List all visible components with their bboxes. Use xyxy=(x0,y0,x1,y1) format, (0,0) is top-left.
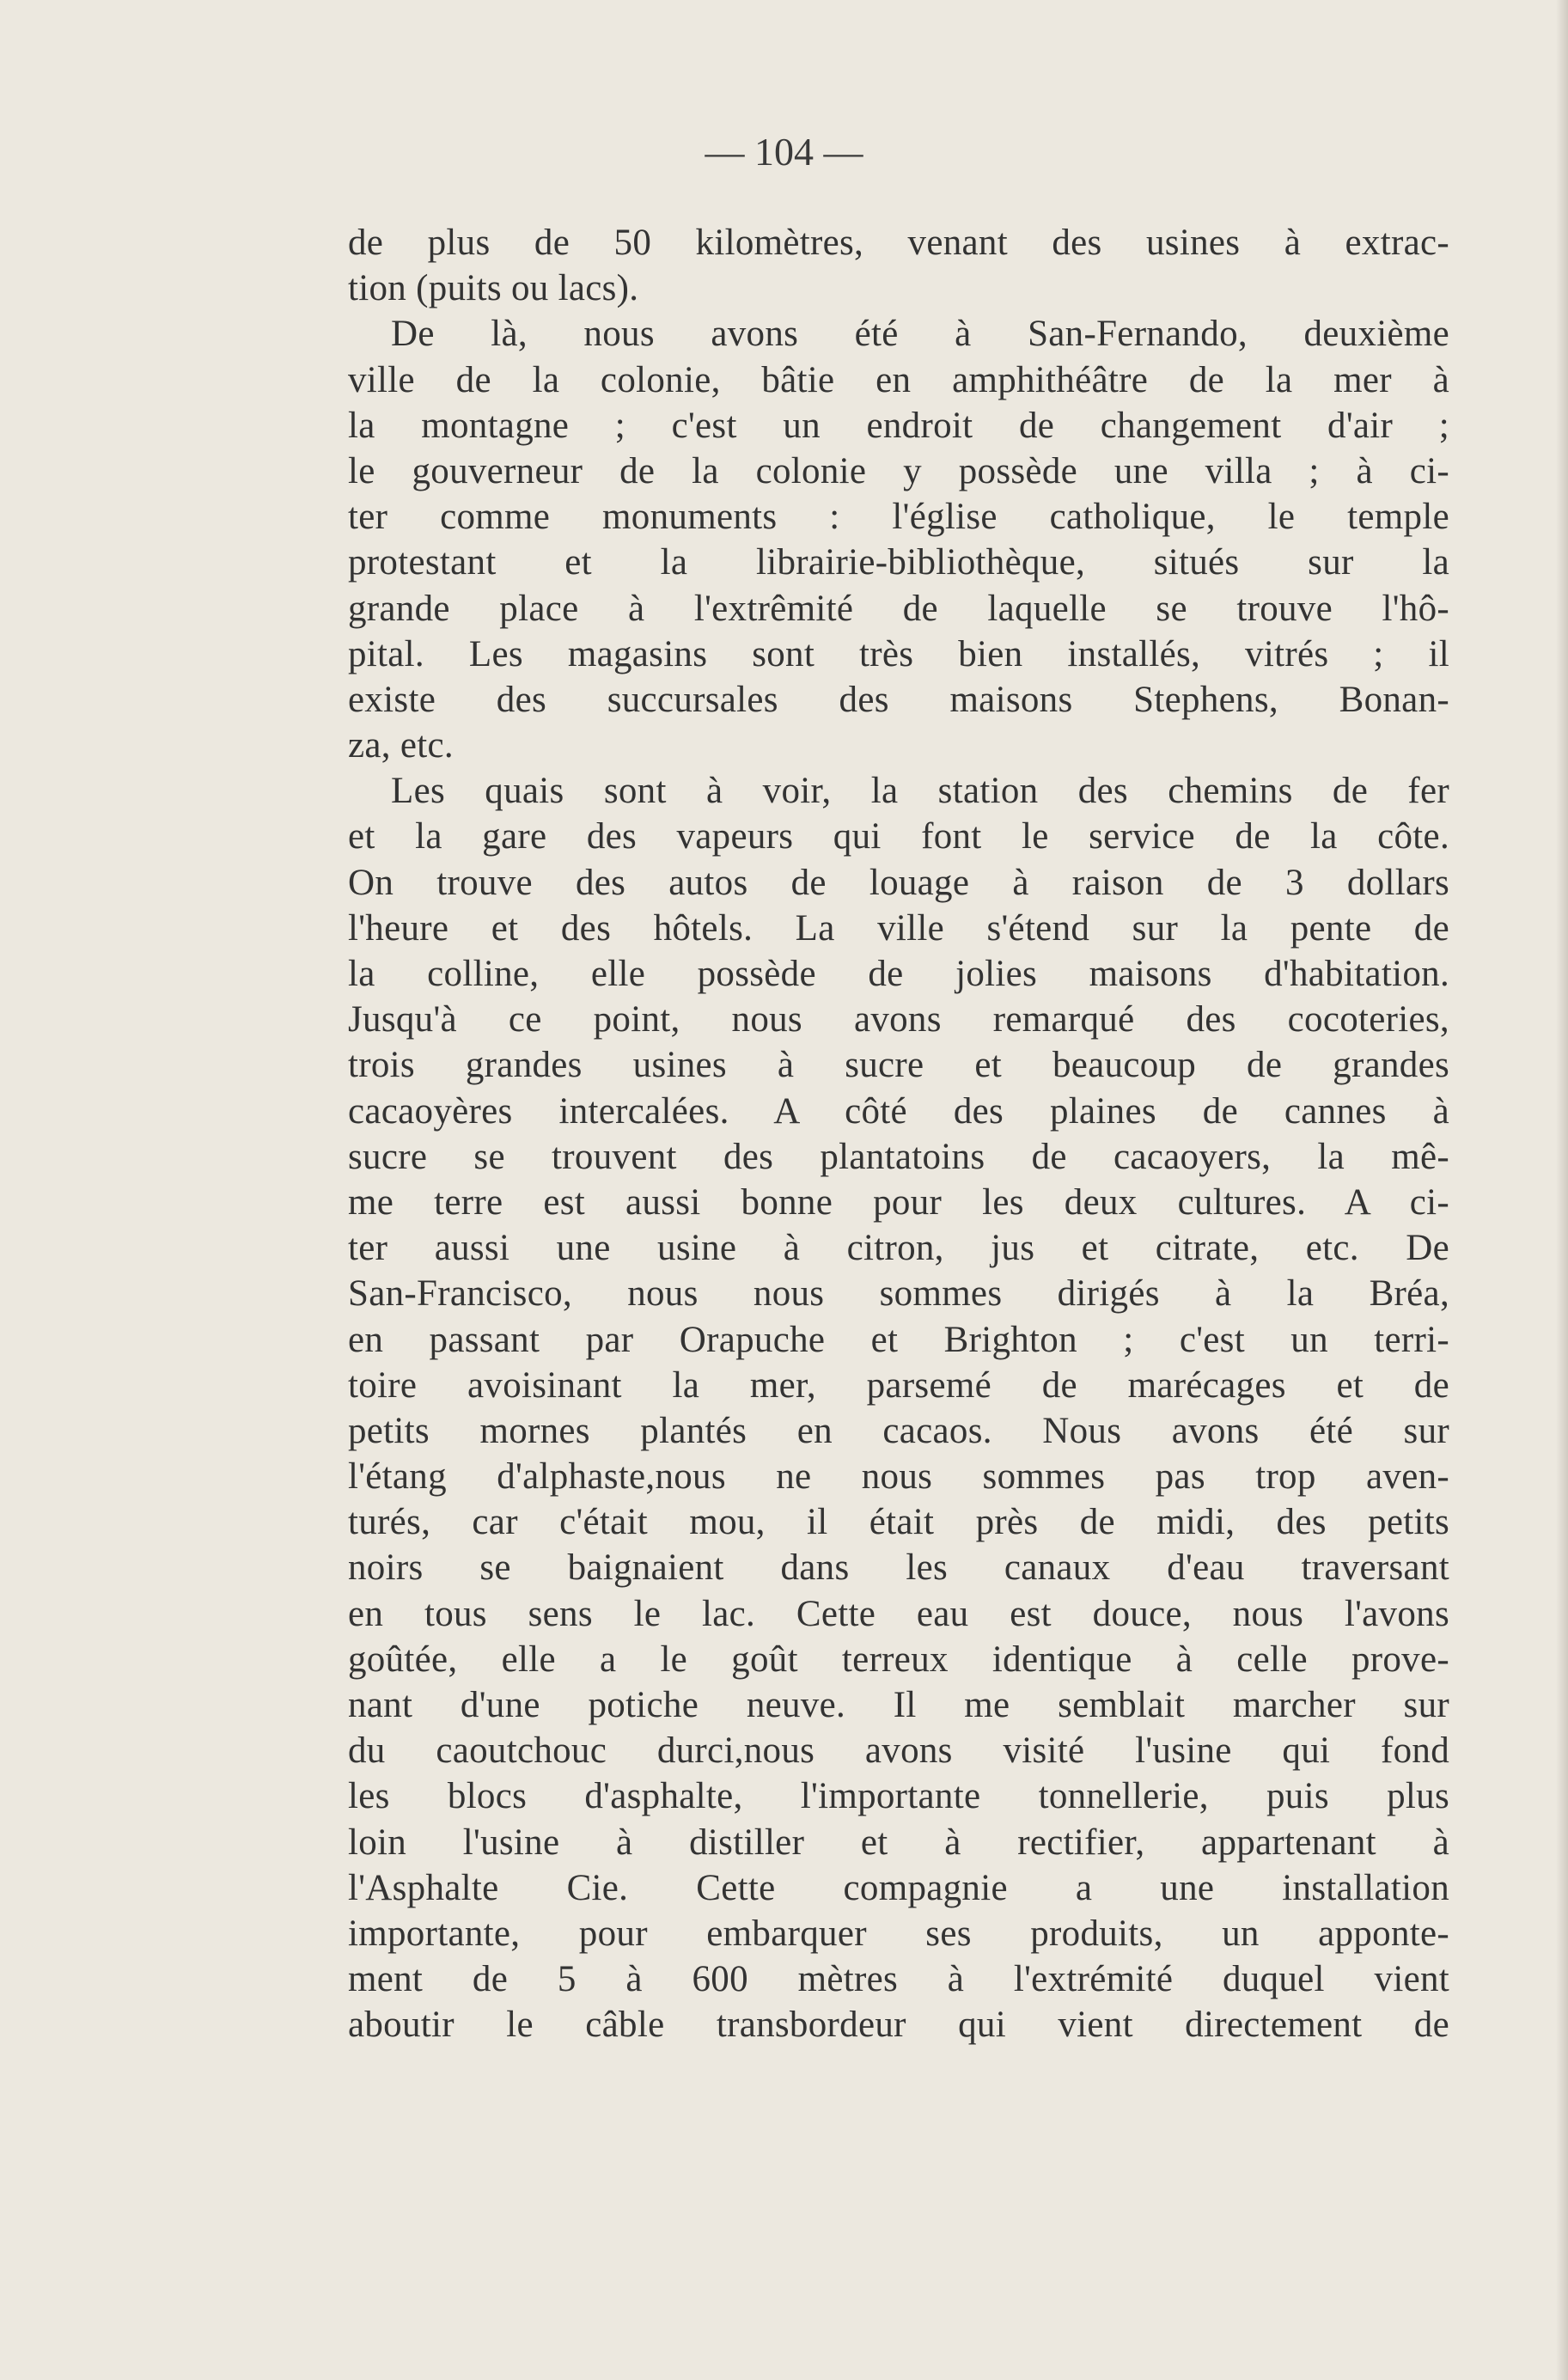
text-line: trois grandes usines à sucre et beaucoup de grandes xyxy=(348,1045,1449,1086)
text-line: Les quais sont à voir, la station des chemins de fer xyxy=(391,771,1449,812)
text-line: en tous sens le lac. Cette eau est douce, nous l'avons xyxy=(348,1593,1449,1634)
text-line: goûtée, elle a le goût terreux identique à celle prove- xyxy=(348,1639,1449,1680)
text-line: du caoutchouc durci,nous avons visité l'usine qui fond xyxy=(348,1730,1449,1772)
text-line: cacaoyères intercalées. A côté des plaines de cannes à xyxy=(348,1090,1449,1132)
text-line: petits mornes plantés en cacaos. Nous avons été sur xyxy=(348,1410,1449,1451)
text-line: turés, car c'était mou, il était près de midi, des petits xyxy=(348,1502,1449,1543)
text-line: On trouve des autos de louage à raison de 3 dollars xyxy=(348,862,1449,903)
text-line: za, etc. xyxy=(348,725,454,766)
text-line: loin l'usine à distiller et à rectifier, appartenant à xyxy=(348,1822,1449,1863)
text-line: la montagne ; c'est un endroit de changement d'air ; xyxy=(348,405,1449,446)
text-line: importante, pour embarquer ses produits, un apponte- xyxy=(348,1913,1449,1954)
text-line: me terre est aussi bonne pour les deux cultures. A ci- xyxy=(348,1181,1449,1223)
text-line: nant d'une potiche neuve. Il me semblait marcher sur xyxy=(348,1685,1449,1725)
text-line: tion (puits ou lacs). xyxy=(348,268,639,309)
page-edge-shadow xyxy=(1556,0,1568,2380)
text-line: existe des succursales des maisons Stephens, Bonan- xyxy=(348,679,1449,720)
text-line: grande place à l'extrêmité de laquelle se trouve l'hô- xyxy=(348,588,1449,629)
text-line: les blocs d'asphalte, l'importante tonnellerie, puis plus xyxy=(348,1776,1449,1817)
text-line: l'étang d'alphaste,nous ne nous sommes pas trop aven- xyxy=(348,1456,1449,1498)
text-line: de plus de 50 kilomètres, venant des usines à extrac- xyxy=(348,223,1449,263)
text-line: protestant et la librairie-bibliothèque, situés sur la xyxy=(348,542,1449,583)
text-line: ville de la colonie, bâtie en amphithéâtre de la mer à xyxy=(348,359,1449,400)
text-line: San-Francisco, nous nous sommes dirigés à la Bréa, xyxy=(348,1273,1449,1315)
text-line: ter comme monuments : l'église catholique, le temple xyxy=(348,497,1449,538)
text-line: toire avoisinant la mer, parsemé de marécages et de xyxy=(348,1364,1449,1406)
body-text xyxy=(348,220,1449,2048)
text-line: aboutir le câble transbordeur qui vient directement de xyxy=(348,2005,1449,2046)
text-line: en passant par Orapuche et Brighton ; c'est un terri- xyxy=(348,1319,1449,1360)
text-line: ter aussi une usine à citron, jus et citrate, etc. De xyxy=(348,1228,1449,1269)
text-line: Jusqu'à ce point, nous avons remarqué des cocoteries, xyxy=(348,999,1449,1040)
page-number: — 104 — xyxy=(705,130,863,174)
text-line: ment de 5 à 600 mètres à l'extrémité duquel vient xyxy=(348,1959,1449,2000)
text-line: pital. Les magasins sont très bien installés, vitrés ; il xyxy=(348,633,1449,674)
text-line: la colline, elle possède de jolies maisons d'habitation. xyxy=(348,954,1449,994)
text-line: le gouverneur de la colonie y possède une villa ; à ci- xyxy=(348,450,1449,491)
text-line: l'Asphalte Cie. Cette compagnie a une installation xyxy=(348,1867,1449,1908)
text-line: De là, nous avons été à San-Fernando, deuxième xyxy=(391,314,1449,355)
text-line: l'heure et des hôtels. La ville s'étend sur la pente de xyxy=(348,907,1449,949)
text-line: sucre se trouvent des plantatoins de cacaoyers, la mê- xyxy=(348,1136,1449,1177)
text-line: noirs se baignaient dans les canaux d'eau traversant xyxy=(348,1547,1449,1589)
text-line: et la gare des vapeurs qui font le service de la côte. xyxy=(348,816,1449,857)
